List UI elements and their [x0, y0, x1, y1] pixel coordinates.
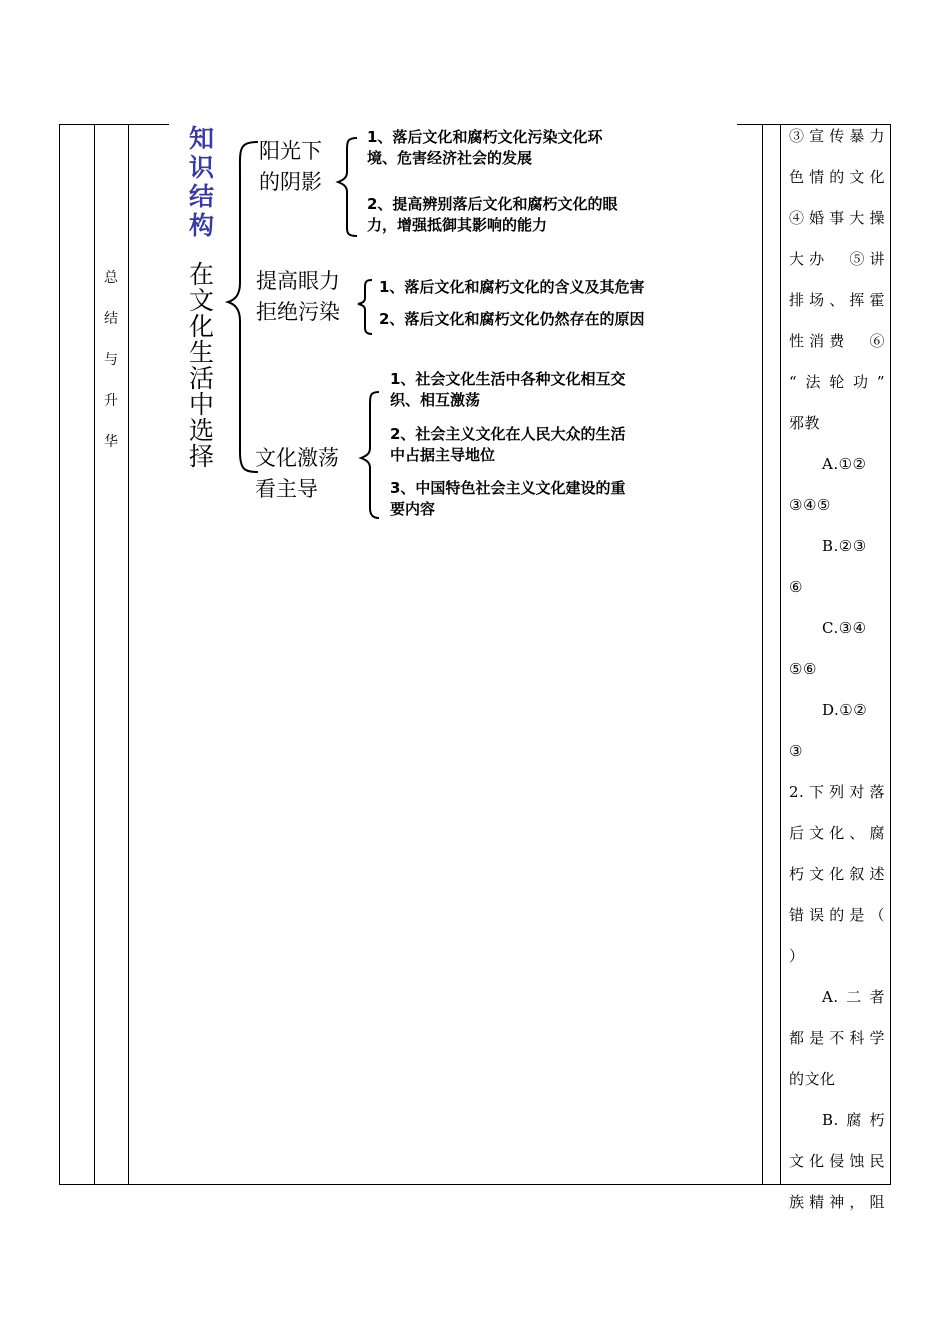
- answer-option: A.二者: [822, 988, 885, 1006]
- question-line: 2.下列对落: [789, 783, 885, 801]
- diagram-main-topic: 在 文 化 生 活 中 选 择: [189, 260, 215, 471]
- branch-brace-1: [338, 138, 357, 236]
- branch-item: 2、社会主义文化在人民大众的生活 中占据主导地位: [390, 425, 626, 464]
- branch-item: 2、提高辨别落后文化和腐朽文化的眼 力，增强抵御其影响的能力: [367, 195, 618, 234]
- question-column: [789, 120, 885, 1227]
- question-line: ）: [789, 947, 805, 965]
- answer-option: C.③④: [822, 619, 867, 637]
- question-line: 朽文化叙述: [789, 865, 885, 883]
- branch-item: 2、落后文化和腐朽文化仍然存在的原因: [379, 310, 645, 328]
- section-label-char: 华: [104, 434, 118, 450]
- branch-heading: 阳光下 的阴影: [259, 139, 322, 194]
- branch-item: 1、社会文化生活中各种文化相互交 织、相互激荡: [390, 370, 626, 409]
- branch-heading: 文化激荡 看主导: [255, 446, 339, 501]
- answer-option: ⑥: [789, 578, 803, 596]
- knowledge-structure-title: 知 识 结 构: [189, 124, 215, 240]
- question-line: “法轮功”: [789, 373, 885, 391]
- answer-option: B.②③: [822, 537, 867, 555]
- answer-option: 都是不科学: [789, 1029, 885, 1047]
- question-line: 色情的文化: [789, 168, 885, 186]
- question-line: 后文化、腐: [789, 824, 885, 842]
- branch-item: 3、中国特色社会主义文化建设的重 要内容: [390, 479, 626, 518]
- answer-option: A.①②: [822, 455, 867, 473]
- branch-item: 1、落后文化和腐朽文化污染文化环 境、危害经济社会的发展: [367, 128, 603, 167]
- question-line: 邪教: [789, 414, 821, 432]
- question-line: ④婚事大操: [789, 209, 885, 227]
- answer-option: ③④⑤: [789, 496, 831, 514]
- question-line: 排场、挥霍: [789, 291, 885, 309]
- section-label-char: 与: [104, 352, 118, 368]
- question-line: ③宣传暴力: [789, 127, 885, 145]
- branch-heading: 提高眼力 拒绝污染: [256, 269, 340, 324]
- question-line: 错误的是（: [789, 906, 885, 924]
- answer-option: 文化侵蚀民: [789, 1152, 885, 1170]
- branch-item: 1、落后文化和腐朽文化的含义及其危害: [379, 278, 645, 296]
- main-brace: [228, 142, 258, 472]
- answer-option: D.①②: [822, 701, 868, 719]
- branch-brace-2: [358, 280, 372, 334]
- answer-option: B.腐朽: [822, 1111, 885, 1129]
- section-label-char: 升: [104, 393, 118, 409]
- answer-option: 的文化: [789, 1070, 836, 1088]
- answer-option: ⑤⑥: [789, 660, 817, 678]
- answer-option: ③: [789, 742, 803, 760]
- question-line: 性消费 ⑥: [789, 332, 885, 350]
- section-label-char: 总: [104, 270, 118, 286]
- answer-option: 族精神，阻: [789, 1193, 885, 1211]
- question-line: 大办 ⑤讲: [789, 250, 885, 268]
- section-label-char: 结: [104, 311, 118, 327]
- branch-brace-3: [361, 392, 379, 518]
